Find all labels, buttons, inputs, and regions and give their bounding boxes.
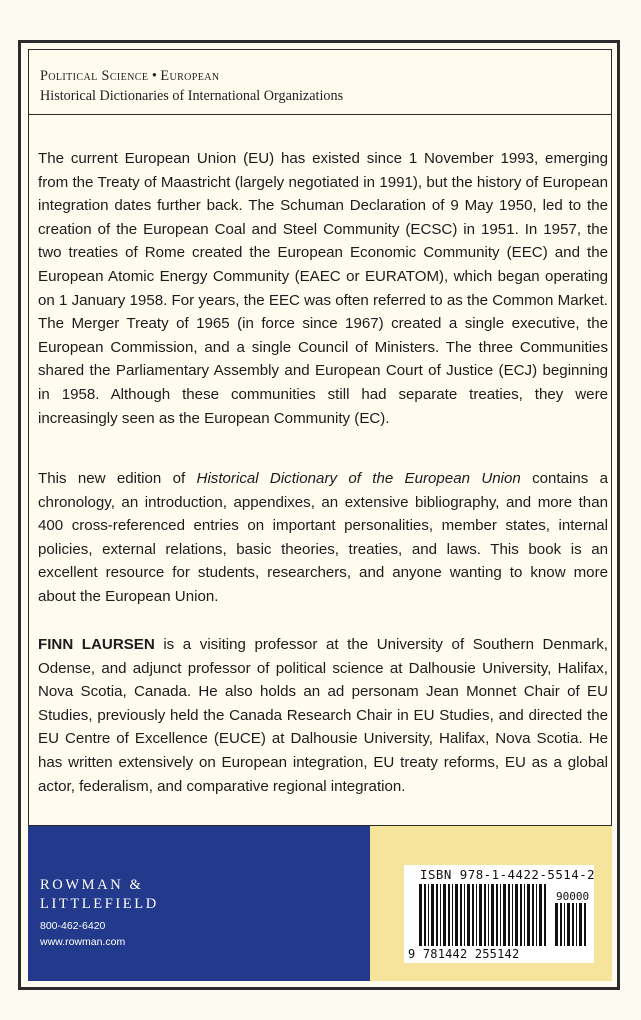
author-bio: is a visiting professor at the University of Southern Denmark, Odense, and adjunct professor of political science at Dalhousie University, Halifax, Nova Scotia, Canada. He also holds an ad personam Jean Monnet Chair of EU Studies, previously held the Canada Research Chair in EU Studies, and directed the EU Centre of Excellence (EUCE) at Dalhousie University, Halifax, Nova Scotia. He has written extensively on European integration, EU treaty reforms, EU as a global actor, federalism, and comparative regional integration. [38,636,608,795]
description-intro: This new edition of [38,470,197,487]
barcode-bars-icon [418,884,550,946]
publisher-website[interactable]: www.rowman.com [40,936,126,948]
series-subjects [40,66,600,86]
publisher-phone: 800-462-6420 [40,920,106,932]
description-rest: contains a chronology, an introduction, appendixes, an extensive bibliography, and more than 400 cross-referenced entries on important personalities, member states, internal policies, external relations, basic theories, treaties, and laws. This book is an excellent resource for students, researchers, and anyone wanting to know more about the European Union. [38,470,609,605]
publisher-name-line2: LITTLEFIELD [40,896,159,912]
series-subject-european: European [160,68,220,84]
author-name: FINN LAURSEN [38,636,155,653]
series-subject-political-science: Political Science [40,68,149,84]
paragraph-author-bio [38,633,608,798]
paragraph-eu-history-text: The current European Union (EU) has existed since 1 November 1993, emerging from the Treaty of Maastricht (largely negotiated in 1991), but the history of European integration dates further back. The Schuman Declaration of 9 May 1950, led to the creation of the European Coal and Steel Community (ECSC) in 1951. In 1957, the two treaties of Rome created the European Economic Community (EEC) and the European Atomic Energy Community (EAEC or EURATOM), which began operating on 1 January 1958. For years, the EEC was often referred to as the Common Market. The Merger Treaty of 1965 (in force since 1967) created a single executive, the European Commission, and a single Council of Ministers. The three Communities shared the Parliamentary Assembly and European Court of Justice (ECJ) beginning in 1958. Although these communities still had separate treaties, they were increasingly seen as the European Community (EC). [38,150,608,427]
barcode-digits: 9 781442 255142 [408,947,520,961]
paragraph-author-bio-text [38,633,608,798]
series-header [40,66,600,106]
paragraph-eu-history [38,147,608,430]
series-bullet: • [151,68,157,84]
publisher-logo [40,876,159,914]
series-title: Historical Dictionaries of International Organizations [40,88,344,104]
paragraph-book-description [38,467,608,609]
isbn-label: ISBN 978-1-4422-5514-2 [420,867,596,882]
header-divider [28,114,612,115]
book-title: Historical Dictionary of the European Union [196,470,521,487]
paragraph-book-description-text [38,467,608,609]
addon-barcode-bars-icon [554,903,590,946]
price-code: 90000 [556,890,590,903]
publisher-name-line1: ROWMAN & [40,877,144,893]
